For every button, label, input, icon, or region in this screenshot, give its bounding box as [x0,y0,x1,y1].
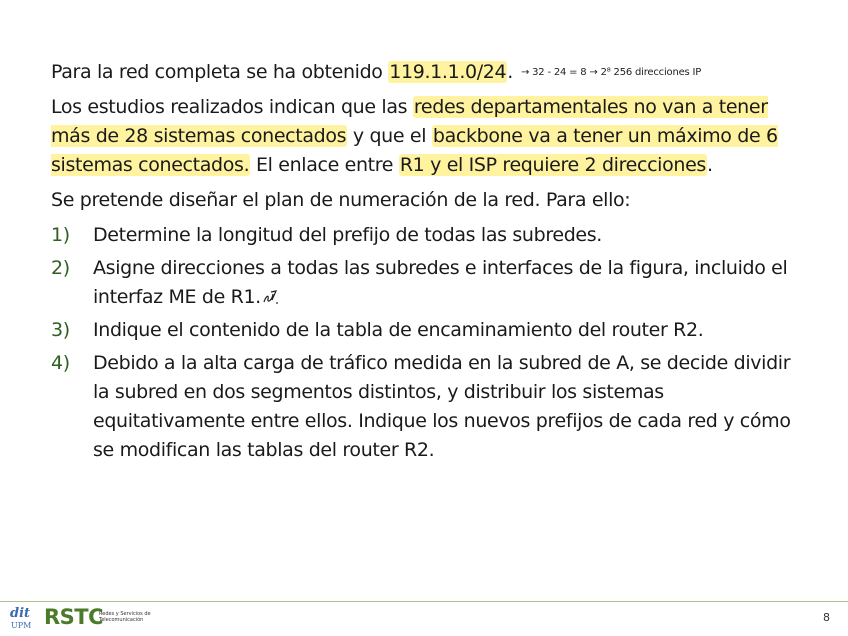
task-number: 1) [51,224,70,246]
requirements-text-1: Los estudios realizados indican que las [51,96,413,118]
task-item [51,349,796,465]
network-intro [51,58,796,87]
rstc-subtitle: Redes y Servicios de Telecomunicación [99,611,151,623]
task-text: Asigne direcciones a todas las subredes e interfaces de la figura, incluido el interfaz ME de R1. [93,257,788,308]
task-intro: Se pretende diseñar el plan de numeración de la red. Para ello: [51,189,631,211]
requirements-paragraph [51,93,796,180]
handwritten-note: → 32 - 24 = 8 → 2⁸ 256 direcciones IP [520,67,702,78]
requirements-highlight-3: R1 y el ISP requiere 2 direcciones [399,154,706,176]
intro-text: Para la red completa se ha obtenido [51,61,389,83]
requirements-highlight-1: redes departamentales no van a tener más de 28 sistemas conectados [51,96,768,147]
task-text: Determine la longitud del prefijo de todas las subredes. [93,224,602,246]
task-number: 2) [51,257,70,279]
task-item [51,254,796,312]
dit-upm-logo [8,604,36,630]
rstc-logo: RSTC [44,605,104,629]
task-list [51,221,796,465]
slide-content [51,58,796,469]
task-item [51,316,796,345]
network-prefix-highlight: 119.1.1.0/24 [389,61,507,83]
requirements-text-3: El enlace entre [250,154,399,176]
page-number: 8 [823,611,830,624]
task-number: 3) [51,319,70,341]
logo-upm-text: UPM [11,621,32,630]
requirements-text-2: y que el [347,125,432,147]
handwritten-scribble-icon [261,288,279,306]
task-number: 4) [51,352,70,374]
requirements-text-4: . [706,154,713,176]
footer-divider [0,601,848,602]
task-text: Indique el contenido de la tabla de encaminamiento del router R2. [93,319,704,341]
logo-dit-text: dit [10,606,31,621]
intro-period: . [507,61,513,83]
requirements-highlight-2: backbone va a tener un máximo de 6 sistemas conectados. [51,125,778,176]
task-text: Debido a la alta carga de tráfico medida en la subred de A, se decide dividir la subred en dos segmentos distintos, y distribuir los sistemas equitativamente entre ellos. Indique los nuevos prefijos de cada red y cómo se modifican las tablas del router R2. [93,352,791,461]
task-item [51,221,796,250]
